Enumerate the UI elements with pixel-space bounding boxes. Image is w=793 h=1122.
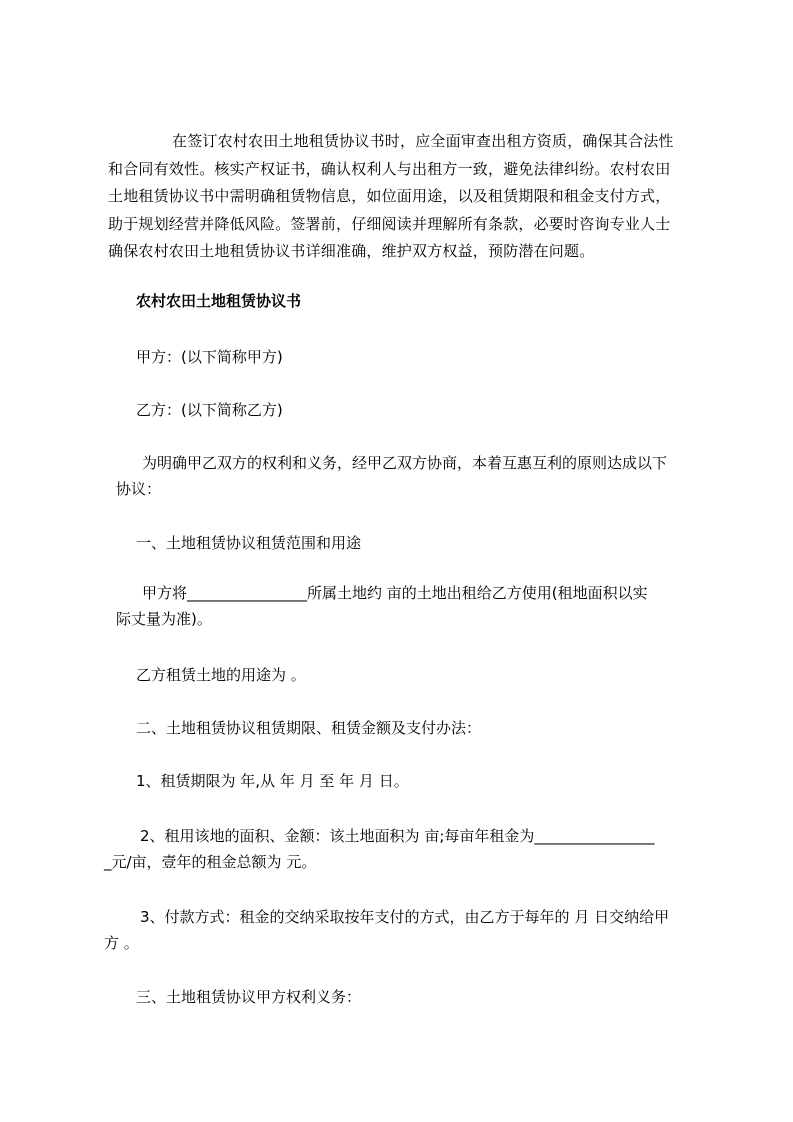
intro-line: 助于规划经营并降低风险。签署前，仔细阅读并理解所有条款，必要时咨询专业人士 (108, 214, 671, 233)
intro-paragraph (108, 128, 708, 266)
section2-item3 (104, 904, 706, 956)
section1-paragraph (116, 580, 706, 632)
section3-heading: 三、土地租赁协议甲方权利义务： (136, 988, 362, 1006)
section1-heading: 一、土地租赁协议租赁范围和用途 (136, 534, 362, 552)
party-a: 甲方：(以下简称甲方) (136, 348, 283, 366)
intro-line: 土地租赁协议书中需明确租赁物信息，如位面用途，以及租赁期限和租金支付方式， (108, 187, 671, 205)
section1-line: 甲方将________________所属土地约 亩的土地出租给乙方使用(租地面积以实 (142, 584, 648, 602)
preamble-line: 为明确甲乙双方的权利和义务，经甲乙双方协商，本着互惠互利的原则达成以下 (142, 454, 668, 472)
intro-line: 和合同有效性。核实产权证书，确认权利人与出租方一致，避免法律纠纷。农村农田 (108, 159, 671, 178)
document-title: 农村农田土地租赁协议书 (136, 292, 302, 310)
item3-line: 3、付款方式：租金的交纳采取按年支付的方式，由乙方于每年的 月 日交纳给甲 (140, 908, 670, 926)
party-b: 乙方：(以下简称乙方) (136, 401, 283, 419)
section1-line: 际丈量为准)。 (116, 610, 212, 628)
section2-heading: 二、土地租赁协议租赁期限、租赁金额及支付办法： (136, 719, 482, 737)
item2-line: _元/亩，壹年的租金总额为 元。 (104, 853, 317, 871)
section2-item1: 1、租赁期限为 年,从 年 月 至 年 月 日。 (136, 772, 409, 790)
item3-line: 方 。 (104, 934, 139, 952)
preamble-paragraph (116, 450, 706, 502)
section1-use: 乙方租赁土地的用途为 。 (136, 666, 306, 684)
item2-line: 2、租用该地的面积、金额：该土地面积为 亩;每亩年租金为________________ (140, 827, 655, 845)
intro-line: 确保农村农田土地租赁协议书详细准确，维护双方权益，预防潜在问题。 (108, 242, 595, 260)
intro-line: 在签订农村农田土地租赁协议书时，应全面审查出租方资质，确保其合法性 (172, 132, 674, 150)
section2-item2 (104, 823, 706, 875)
preamble-line: 协议： (116, 480, 162, 498)
